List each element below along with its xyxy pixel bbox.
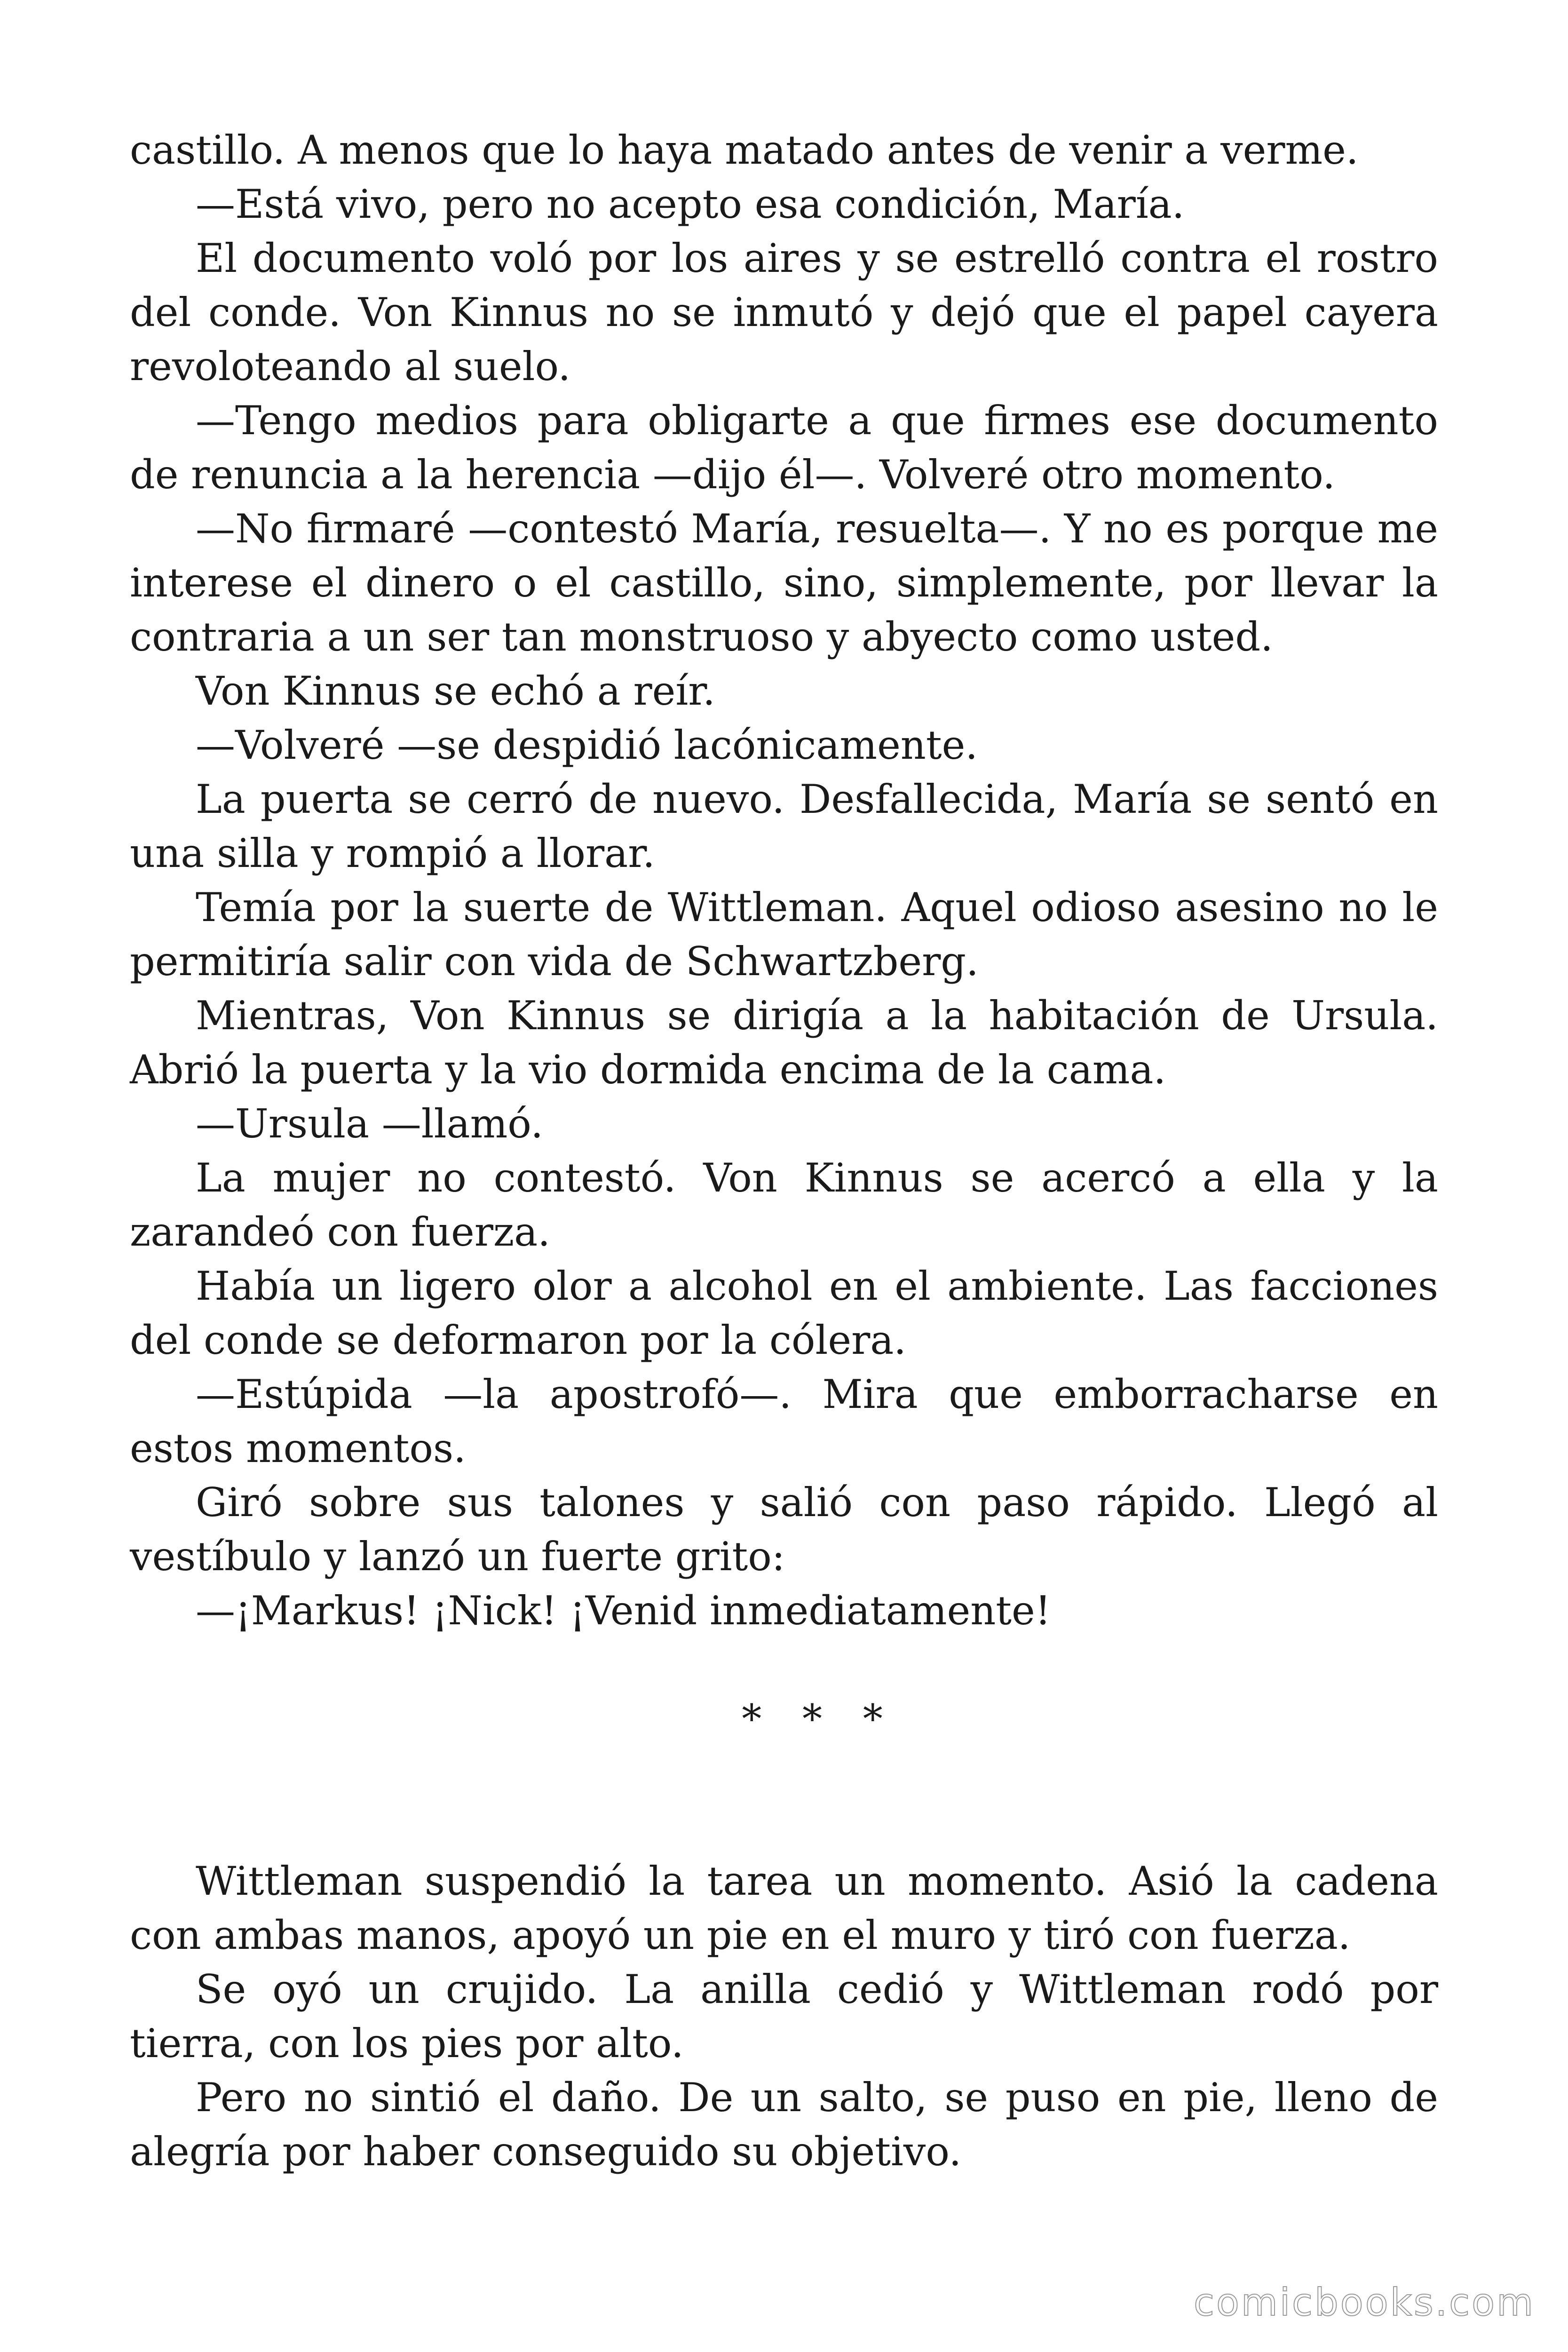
paragraph: Mientras, Von Kinnus se dirigía a la habitación de Ursula. Abrió la puerta y la vio dormida encima de la cama. [130,993,1438,1093]
paragraph: castillo. A menos que lo haya matado antes de venir a verme. [130,127,1359,173]
paragraph: Había un ligero olor a alcohol en el ambiente. Las facciones del conde se deformaron por la cólera. [130,1263,1438,1363]
paragraph: —No firmaré —contestó María, resuelta—. Y no es porque me interese el dinero o el castillo, sino, simplemente, por llevar la contraria a un ser tan monstruoso y abyecto como usted. [130,506,1438,660]
paragraph: —¡Markus! ¡Nick! ¡Venid inmediatamente! [196,1588,1051,1634]
paragraph: —Volveré —se despidió lacónicamente. [196,722,978,768]
paragraph: Von Kinnus se echó a reír. [196,668,715,714]
paragraph: El documento voló por los aires y se estrelló contra el rostro del conde. Von Kinnus no se inmutó y dejó que el papel cayera revoloteando al suelo. [130,235,1438,389]
paragraph: —Tengo medios para obligarte a que firmes ese documento de renuncia a la herencia —dijo él—. Volveré otro momento. [130,397,1438,498]
page-body [130,123,1438,2179]
paragraph: Wittleman suspendió la tarea un momento. Asió la cadena con ambas manos, apoyó un pie en el muro y tiró con fuerza. [130,1858,1438,1958]
paragraph: —Ursula —llamó. [196,1101,544,1147]
paragraph: —Está vivo, pero no acepto esa condición, María. [196,181,1185,227]
paragraph: Se oyó un crujido. La anilla cedió y Wittleman rodó por tierra, con los pies por alto. [130,1966,1438,2066]
paragraph: Temía por la suerte de Wittleman. Aquel odioso asesino no le permitiría salir con vida de Schwartzberg. [130,884,1438,985]
section-separator: * * * [742,1696,897,1742]
paragraph: La puerta se cerró de nuevo. Desfallecida, María se sentó en una silla y rompió a llorar. [130,776,1438,876]
watermark: comicbooks.com [1193,2280,1535,2324]
paragraph: Giró sobre sus talones y salió con paso rápido. Llegó al vestíbulo y lanzó un fuerte grito: [130,1479,1438,1580]
paragraph: Pero no sintió el daño. De un salto, se puso en pie, lleno de alegría por haber conseguido su objetivo. [130,2074,1438,2175]
paragraph: La mujer no contestó. Von Kinnus se acercó a ella y la zarandeó con fuerza. [130,1155,1438,1255]
paragraph: —Estúpida —la apostrofó—. Mira que emborracharse en estos momentos. [130,1371,1438,1471]
